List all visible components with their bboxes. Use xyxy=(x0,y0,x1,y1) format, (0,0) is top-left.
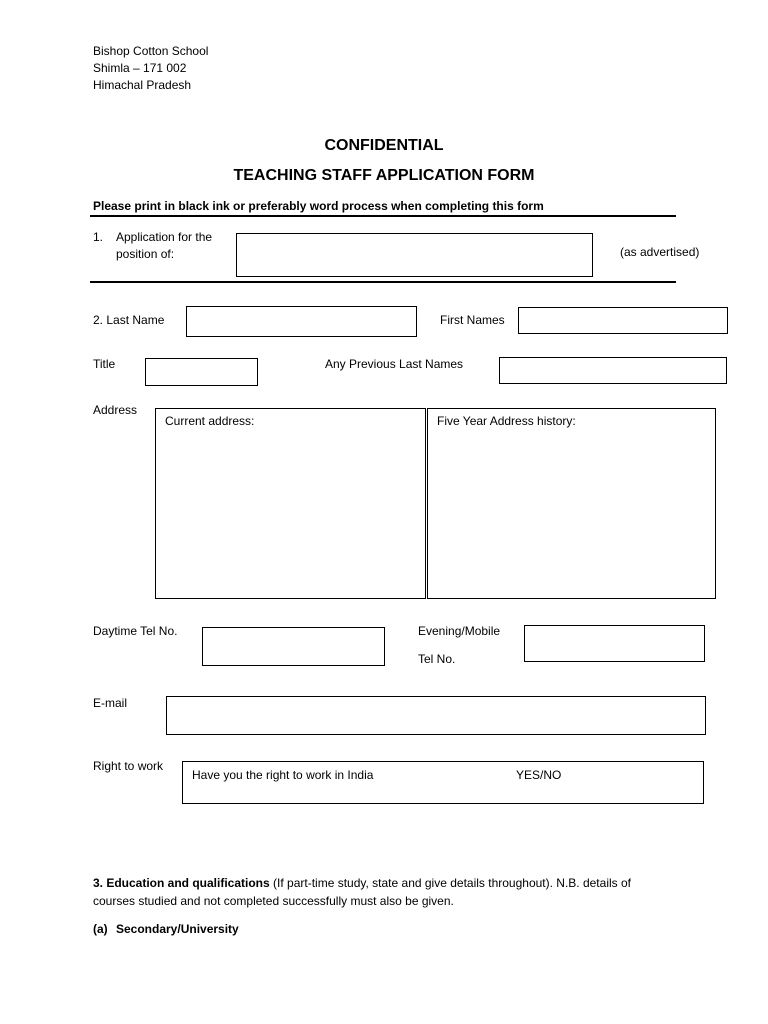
subsection-a-label: Secondary/University xyxy=(116,922,239,936)
evening-tel-input[interactable] xyxy=(525,626,704,661)
education-heading xyxy=(93,876,631,890)
previous-names-label: Any Previous Last Names xyxy=(325,357,464,371)
current-address-box[interactable] xyxy=(155,408,426,599)
section1-label-line2: position of: xyxy=(116,247,175,261)
position-input[interactable] xyxy=(237,234,592,276)
yes-no-option[interactable]: YES/NO xyxy=(516,768,562,782)
previous-names-box[interactable] xyxy=(499,357,727,384)
right-to-work-box[interactable] xyxy=(182,761,704,804)
email-box[interactable] xyxy=(166,696,706,735)
address-label: Address xyxy=(93,403,138,417)
current-address-label: Current address: xyxy=(165,414,255,428)
school-state: Himachal Pradesh xyxy=(93,78,192,92)
position-input-box[interactable] xyxy=(236,233,593,277)
last-name-label: 2. Last Name xyxy=(93,313,165,327)
right-to-work-question: Have you the right to work in India xyxy=(192,768,374,782)
address-history-label: Five Year Address history: xyxy=(437,414,576,428)
instruction-text: Please print in black ink or preferably word process when completing this form xyxy=(93,199,544,213)
first-names-box[interactable] xyxy=(518,307,728,334)
divider-top xyxy=(90,215,676,217)
education-heading-bold: 3. Education and qualifications xyxy=(93,876,270,890)
right-to-work-label: Right to work xyxy=(93,759,164,773)
divider-section1 xyxy=(90,281,676,283)
confidential-heading: CONFIDENTIAL xyxy=(324,137,444,154)
school-name: Bishop Cotton School xyxy=(93,44,209,58)
evening-tel-box[interactable] xyxy=(524,625,705,662)
email-label: E-mail xyxy=(93,696,128,710)
title-label: Title xyxy=(93,357,116,371)
last-name-box[interactable] xyxy=(186,306,417,337)
previous-names-input[interactable] xyxy=(500,358,726,383)
evening-tel-label-line2: Tel No. xyxy=(418,652,456,666)
daytime-tel-label: Daytime Tel No. xyxy=(93,624,178,638)
title-box[interactable] xyxy=(145,358,258,386)
first-names-input[interactable] xyxy=(519,308,727,333)
current-address-input[interactable] xyxy=(156,409,425,598)
evening-tel-label-line1: Evening/Mobile xyxy=(418,624,501,638)
education-heading-line2: courses studied and not completed successfully must also be given. xyxy=(93,894,454,908)
section1-label-line1: Application for the xyxy=(116,230,213,244)
subsection-a-marker: (a) xyxy=(93,922,108,936)
as-advertised-note: (as advertised) xyxy=(620,245,700,259)
title-input[interactable] xyxy=(146,359,257,385)
daytime-tel-input[interactable] xyxy=(203,628,384,665)
school-city: Shimla – 171 002 xyxy=(93,61,187,75)
address-history-input[interactable] xyxy=(428,409,715,598)
last-name-input[interactable] xyxy=(187,307,416,336)
education-heading-rest: (If part-time study, state and give details throughout). N.B. details of xyxy=(269,876,631,890)
address-history-box[interactable] xyxy=(427,408,716,599)
form-title: TEACHING STAFF APPLICATION FORM xyxy=(233,167,535,184)
daytime-tel-box[interactable] xyxy=(202,627,385,666)
email-input[interactable] xyxy=(167,697,705,734)
first-names-label: First Names xyxy=(440,313,505,327)
section1-number: 1. xyxy=(93,230,104,244)
